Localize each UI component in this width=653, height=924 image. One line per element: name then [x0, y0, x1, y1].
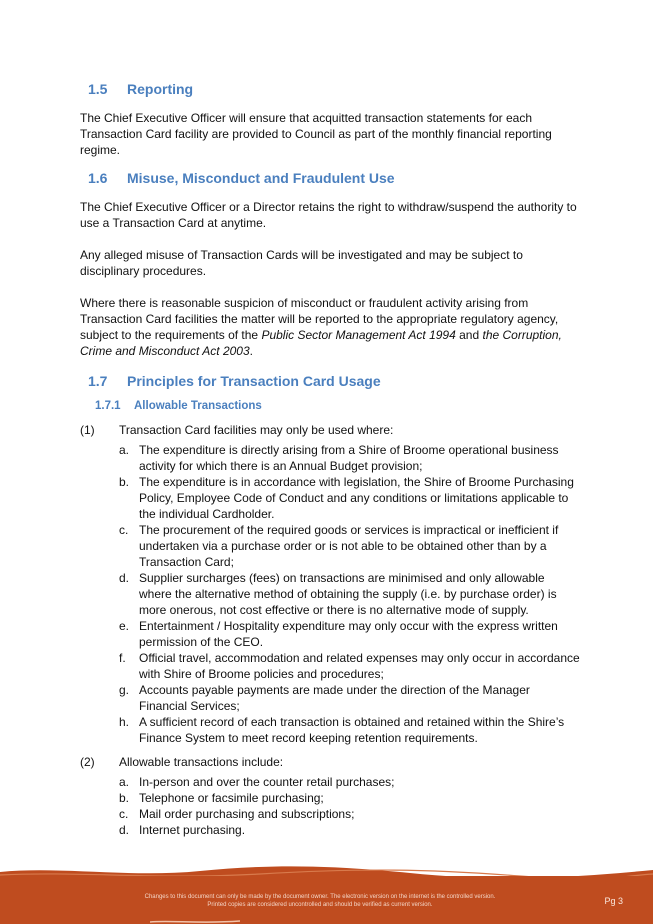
- numbered-item-1: [80, 422, 580, 438]
- allowable-transactions-list: [119, 774, 580, 838]
- item-text: Transaction Card facilities may only be used where:: [119, 423, 394, 437]
- list-marker: c.: [119, 523, 129, 537]
- list-marker: d.: [119, 571, 130, 585]
- list-text: Mail order purchasing and subscriptions;: [139, 807, 355, 821]
- list-text: A sufficient record of each transaction is obtained and retained within the Shire’s Finance System to meet record keeping retention requirements.: [139, 715, 565, 745]
- list-item: [119, 474, 580, 522]
- footer-line-1: Changes to this document can only be made by the document owner. The electronic version on the internet is the controlled version.: [144, 894, 496, 900]
- list-item: [119, 714, 580, 746]
- list-item: [119, 806, 580, 822]
- footer-disclaimer: [0, 893, 640, 909]
- list-marker: f.: [119, 651, 126, 665]
- list-text: The expenditure is in accordance with legislation, the Shire of Broome Purchasing Policy, Employee Code of Conduct and any conditions or limitations applicable to the individual Cardholder.: [139, 475, 574, 521]
- item-number: (2): [80, 755, 95, 769]
- section-number: 1.5: [88, 81, 108, 97]
- page-number: Pg 3: [604, 896, 623, 906]
- item-text: Allowable transactions include:: [119, 755, 284, 769]
- document-body: [80, 78, 580, 838]
- section-title: Principles for Transaction Card Usage: [127, 373, 381, 389]
- list-marker: a.: [119, 443, 130, 457]
- subsection-heading-1-7-1: [95, 399, 580, 414]
- reporting-paragraph: The Chief Executive Officer will ensure that acquitted transaction statements for each Transaction Card facility are provided to Council as part of the monthly financial reporting regime.: [80, 111, 552, 157]
- footer-line-2: Printed copies are considered uncontrolled and should be verified as current version.: [207, 902, 433, 908]
- section-heading-1-7: [88, 372, 580, 390]
- subsection-number: 1.7.1: [95, 400, 121, 412]
- section-title: Reporting: [127, 81, 194, 97]
- list-marker: e.: [119, 619, 130, 633]
- list-marker: b.: [119, 475, 130, 489]
- misuse-paragraph-3: [80, 295, 580, 359]
- list-marker: g.: [119, 683, 130, 697]
- list-marker: b.: [119, 791, 130, 805]
- section-number: 1.6: [88, 170, 108, 186]
- list-text: Internet purchasing.: [139, 823, 246, 837]
- section-heading-1-5: [88, 80, 580, 98]
- list-item: [119, 822, 580, 838]
- list-item: [119, 522, 580, 570]
- list-item: [119, 774, 580, 790]
- list-text: The expenditure is directly arising from a Shire of Broome operational business activity for which there is an Annual Budget provision;: [139, 443, 559, 473]
- list-item: [119, 790, 580, 806]
- list-marker: h.: [119, 715, 130, 729]
- list-text: The procurement of the required goods or services is impractical or inefficient if undertaken via a purchase order or is not able to be obtained other than by a Transaction Card;: [139, 523, 559, 569]
- list-marker: a.: [119, 775, 130, 789]
- section-title: Misuse, Misconduct and Fraudulent Use: [127, 170, 395, 186]
- list-marker: c.: [119, 807, 129, 821]
- list-item: [119, 650, 580, 682]
- misuse-paragraph-2: Any alleged misuse of Transaction Cards will be investigated and may be subject to disciplinary procedures.: [80, 248, 523, 278]
- item-number: (1): [80, 423, 95, 437]
- list-item: [119, 682, 580, 714]
- act-name: Public Sector Management Act 1994: [261, 328, 456, 342]
- list-marker: d.: [119, 823, 130, 837]
- paragraph-text: Where there is reasonable suspicion of misconduct or fraudulent activity arising from Transaction Card facilities the matter will be reported to the appropriate regulatory agency, subject to the requirements of the: [80, 296, 559, 342]
- paragraph-text: .: [249, 344, 253, 358]
- page-footer: [0, 876, 653, 924]
- list-item: [119, 570, 580, 618]
- footer-swoosh-decoration: [150, 920, 240, 924]
- allowable-conditions-list: [119, 442, 580, 746]
- list-item: [119, 442, 580, 474]
- paragraph-text: and: [455, 328, 483, 342]
- section-number: 1.7: [88, 373, 108, 389]
- list-text: Official travel, accommodation and related expenses may only occur in accordance with Shire of Broome policies and procedures;: [139, 651, 580, 681]
- list-text: Telephone or facsimile purchasing;: [139, 791, 324, 805]
- act-name: the Corruption, Crime and Misconduct Act 2003: [80, 328, 562, 358]
- subsection-title: Allowable Transactions: [134, 400, 262, 412]
- list-item: [119, 618, 580, 650]
- numbered-item-2: [80, 754, 580, 770]
- section-heading-1-6: [88, 169, 580, 187]
- misuse-paragraph-1: The Chief Executive Officer or a Director retains the right to withdraw/suspend the authority to use a Transaction Card at anytime.: [80, 200, 577, 230]
- list-text: Entertainment / Hospitality expenditure may only occur with the express written permission of the CEO.: [139, 619, 558, 649]
- list-text: Accounts payable payments are made under the direction of the Manager Financial Services;: [139, 683, 530, 713]
- list-text: Supplier surcharges (fees) on transactions are minimised and only allowable where the alternative method of obtaining the supply (i.e. by purchase order) is more onerous, not cost effective or there is no alternative mode of supply.: [139, 571, 557, 617]
- list-text: In-person and over the counter retail purchases;: [139, 775, 395, 789]
